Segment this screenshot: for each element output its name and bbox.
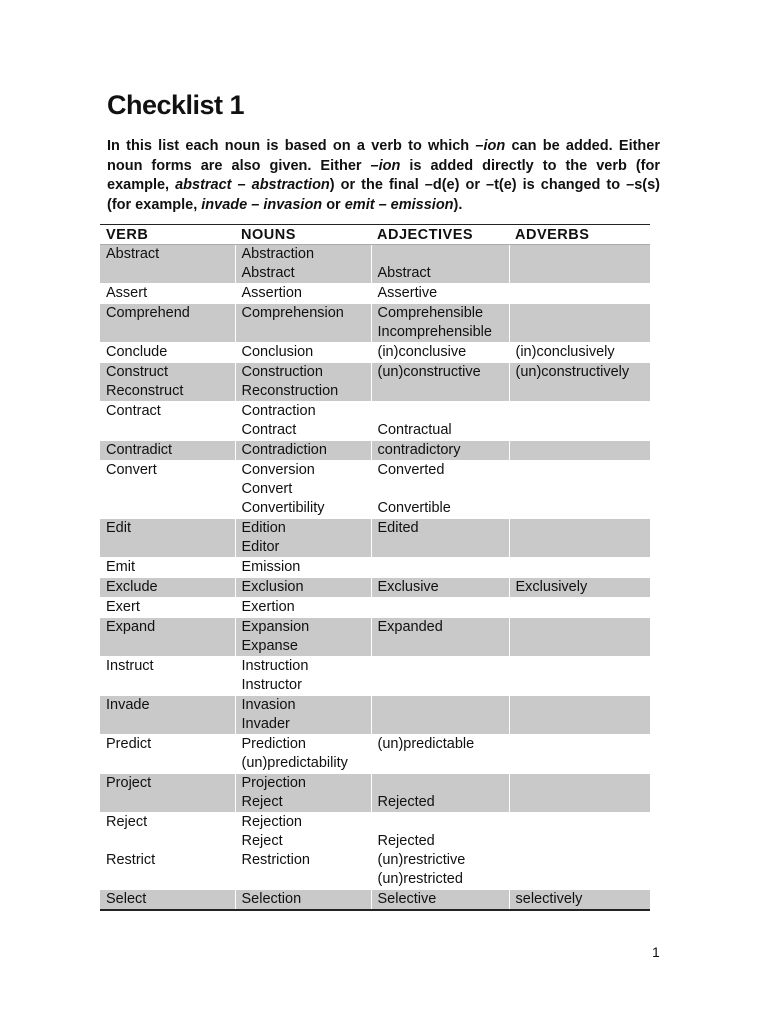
cell-line: Comprehend	[106, 305, 190, 321]
cell-line	[378, 598, 509, 617]
cell-line: Restrict	[106, 852, 156, 868]
intro-example: emit – emission	[344, 196, 454, 213]
table-row	[100, 363, 650, 402]
cell-line: Expanse	[241, 638, 298, 654]
cell-nouns	[235, 343, 371, 363]
table-body	[100, 245, 650, 911]
cell-line	[516, 461, 651, 480]
cell-line: Exclusively	[515, 579, 588, 595]
cell-line: Rejected	[377, 794, 435, 810]
cell-verb	[100, 519, 235, 558]
cell-line: Construct	[106, 364, 169, 380]
cell-verb	[100, 696, 235, 735]
cell-nouns	[235, 890, 371, 911]
cell-line: Assert	[106, 285, 148, 301]
cell-line	[378, 402, 509, 421]
cell-verb	[100, 558, 235, 578]
cell-line: (in)conclusively	[515, 344, 615, 360]
cell-line	[516, 774, 651, 793]
cell-line: Contract	[241, 422, 297, 438]
cell-nouns	[235, 578, 371, 598]
cell-adjectives	[371, 284, 509, 304]
cell-line: Incomprehensible	[377, 324, 492, 340]
table-row	[100, 890, 650, 911]
cell-adverbs	[509, 618, 650, 657]
cell-line: (un)restrictive	[377, 852, 466, 868]
cell-adverbs	[509, 774, 650, 813]
cell-adjectives	[371, 813, 509, 890]
header-nouns: NOUNS	[235, 225, 371, 245]
cell-line: Converted	[377, 462, 445, 478]
table-row	[100, 402, 650, 441]
cell-line: Abstraction	[241, 246, 315, 262]
cell-line: Comprehensible	[377, 305, 484, 321]
table-row	[100, 657, 650, 696]
cell-line: Exertion	[241, 599, 295, 615]
word-forms-table	[100, 224, 650, 911]
page-title: Checklist 1	[107, 90, 245, 120]
cell-nouns	[235, 519, 371, 558]
cell-adjectives	[371, 441, 509, 461]
cell-nouns	[235, 245, 371, 284]
cell-verb	[100, 890, 235, 911]
cell-adverbs	[509, 696, 650, 735]
cell-nouns	[235, 284, 371, 304]
cell-line: Edited	[377, 520, 419, 536]
cell-line: Conclusion	[241, 344, 314, 360]
cell-verb	[100, 245, 235, 284]
cell-line	[378, 480, 509, 499]
table-row	[100, 618, 650, 657]
cell-adverbs	[509, 890, 650, 911]
cell-adverbs	[509, 402, 650, 441]
cell-line: Reject	[106, 814, 148, 830]
cell-line: Instruction	[241, 658, 309, 674]
cell-adverbs	[509, 245, 650, 284]
cell-verb	[100, 774, 235, 813]
cell-adverbs	[509, 441, 650, 461]
cell-nouns	[235, 598, 371, 618]
cell-line	[378, 813, 509, 832]
cell-line: Exclusive	[377, 579, 439, 595]
cell-line: Convertible	[377, 500, 451, 516]
cell-nouns	[235, 657, 371, 696]
cell-line: Selective	[377, 891, 437, 907]
cell-adjectives	[371, 696, 509, 735]
cell-adjectives	[371, 735, 509, 774]
cell-line: (un)restricted	[377, 871, 463, 887]
cell-line: Contraction	[241, 403, 316, 419]
table-row	[100, 245, 650, 284]
cell-line	[516, 402, 651, 421]
cell-verb	[100, 657, 235, 696]
cell-nouns	[235, 304, 371, 343]
cell-verb	[100, 441, 235, 461]
cell-line: contradictory	[377, 442, 461, 458]
intro-text: is added directly to the verb (for example,	[107, 157, 661, 193]
cell-verb	[100, 363, 235, 402]
cell-verb	[100, 343, 235, 363]
cell-line	[378, 657, 509, 676]
cell-verb	[100, 578, 235, 598]
cell-line: Edition	[241, 520, 286, 536]
cell-line	[516, 813, 651, 832]
cell-nouns	[235, 402, 371, 441]
table-row	[100, 519, 650, 558]
cell-adverbs	[509, 813, 650, 890]
cell-verb	[100, 813, 235, 890]
cell-line	[516, 618, 651, 637]
cell-line: Invasion	[241, 697, 296, 713]
cell-line: Expand	[106, 619, 156, 635]
intro-suffix: –ion	[370, 157, 401, 174]
cell-nouns	[235, 558, 371, 578]
table-row	[100, 441, 650, 461]
cell-line: Abstract	[241, 265, 295, 281]
table-row	[100, 558, 650, 578]
cell-adjectives	[371, 519, 509, 558]
cell-line	[106, 832, 235, 851]
table-row	[100, 343, 650, 363]
cell-line: Edit	[106, 520, 131, 536]
table-row	[100, 598, 650, 618]
intro-text: ) or the final –d(e) or –t(e) is changed to –s(s) (for example,	[107, 177, 660, 213]
cell-nouns	[235, 735, 371, 774]
cell-adverbs	[509, 735, 650, 774]
cell-adjectives	[371, 598, 509, 618]
intro-text: or	[322, 196, 345, 213]
cell-line	[378, 696, 509, 715]
cell-line: Assertive	[377, 285, 438, 301]
cell-line: Expansion	[241, 619, 310, 635]
cell-adverbs	[509, 284, 650, 304]
cell-line: Emission	[241, 559, 301, 575]
cell-line	[378, 245, 509, 264]
intro-suffix: –ion	[475, 138, 506, 154]
cell-nouns	[235, 696, 371, 735]
cell-line: Invader	[241, 716, 290, 732]
cell-adverbs	[509, 657, 650, 696]
table-row	[100, 578, 650, 598]
cell-line: Assertion	[241, 285, 302, 301]
cell-line: Reconstruction	[241, 383, 339, 399]
cell-adjectives	[371, 774, 509, 813]
table-row	[100, 461, 650, 519]
cell-adjectives	[371, 890, 509, 911]
cell-nouns	[235, 363, 371, 402]
cell-adverbs	[509, 304, 650, 343]
header-adverbs: ADVERBS	[509, 225, 650, 245]
cell-line: Reject	[241, 833, 283, 849]
cell-line: Projection	[241, 775, 306, 791]
cell-line: Abstract	[106, 246, 160, 262]
cell-line	[516, 735, 651, 754]
cell-adverbs	[509, 598, 650, 618]
cell-nouns	[235, 774, 371, 813]
cell-verb	[100, 618, 235, 657]
intro-text: can be added. Either noun forms are also given. Either	[107, 138, 660, 174]
cell-line: (un)predictability	[241, 755, 348, 771]
cell-line: Exert	[106, 599, 140, 615]
cell-adverbs	[509, 461, 650, 519]
cell-line: Contract	[106, 403, 161, 419]
cell-line: Comprehension	[241, 305, 344, 321]
cell-adverbs	[509, 519, 650, 558]
cell-adjectives	[371, 402, 509, 441]
cell-line: Emit	[106, 559, 135, 575]
cell-line: Rejection	[241, 814, 302, 830]
cell-verb	[100, 735, 235, 774]
cell-adjectives	[371, 363, 509, 402]
cell-line: Instructor	[241, 677, 302, 693]
cell-line: Abstract	[377, 265, 431, 281]
cell-line	[516, 441, 651, 460]
cell-line: Prediction	[241, 736, 306, 752]
cell-line: Instruct	[106, 658, 154, 674]
cell-line: (un)constructively	[515, 364, 630, 380]
cell-adjectives	[371, 618, 509, 657]
cell-line: Predict	[106, 736, 152, 752]
cell-adverbs	[509, 363, 650, 402]
cell-verb	[100, 402, 235, 441]
cell-line	[516, 657, 651, 676]
intro-text: In this list each noun is based on a verb to which	[107, 138, 476, 154]
cell-adjectives	[371, 245, 509, 284]
cell-line	[378, 774, 509, 793]
cell-adjectives	[371, 461, 509, 519]
cell-verb	[100, 284, 235, 304]
cell-verb	[100, 304, 235, 343]
cell-line: Restriction	[241, 852, 310, 868]
cell-line	[516, 519, 651, 538]
cell-line: Construction	[241, 364, 323, 380]
cell-adverbs	[509, 578, 650, 598]
cell-line: Rejected	[377, 833, 435, 849]
cell-line: Convertibility	[241, 500, 325, 516]
cell-line: (in)conclusive	[377, 344, 467, 360]
table-row	[100, 696, 650, 735]
cell-line: Contradict	[106, 442, 173, 458]
cell-line: Editor	[241, 539, 280, 555]
table-row	[100, 304, 650, 343]
cell-line: Expanded	[377, 619, 443, 635]
cell-adjectives	[371, 304, 509, 343]
cell-line: (un)constructive	[377, 364, 481, 380]
cell-adverbs	[509, 558, 650, 578]
cell-nouns	[235, 461, 371, 519]
table-row	[100, 284, 650, 304]
header-verb: VERB	[100, 225, 235, 245]
table-row	[100, 735, 650, 774]
cell-line: Conversion	[241, 462, 315, 478]
table-header-row	[100, 225, 650, 245]
cell-nouns	[235, 813, 371, 890]
cell-line: Reject	[241, 794, 283, 810]
cell-verb	[100, 461, 235, 519]
cell-nouns	[235, 441, 371, 461]
cell-line: (un)predictable	[377, 736, 475, 752]
cell-verb	[100, 598, 235, 618]
cell-line: Contradiction	[241, 442, 327, 458]
cell-line	[516, 284, 651, 303]
cell-line	[516, 245, 651, 264]
cell-line	[516, 558, 651, 577]
page-number: 1	[652, 944, 660, 960]
cell-adjectives	[371, 558, 509, 578]
cell-line: Contractual	[377, 422, 452, 438]
cell-adverbs	[509, 343, 650, 363]
cell-adjectives	[371, 578, 509, 598]
intro-paragraph	[107, 137, 660, 215]
header-adjectives: ADJECTIVES	[371, 225, 509, 245]
cell-line: Select	[106, 891, 147, 907]
cell-line	[516, 598, 651, 617]
intro-example: abstract – abstraction	[175, 177, 330, 193]
cell-line	[378, 558, 509, 577]
cell-line: Project	[106, 775, 152, 791]
cell-line: Invade	[106, 697, 150, 713]
cell-adjectives	[371, 657, 509, 696]
cell-adjectives	[371, 343, 509, 363]
cell-line: selectively	[515, 891, 583, 907]
cell-line: Convert	[106, 462, 157, 478]
cell-nouns	[235, 618, 371, 657]
table-row	[100, 813, 650, 890]
cell-line	[516, 696, 651, 715]
table-row	[100, 774, 650, 813]
cell-line: Convert	[241, 481, 293, 497]
cell-line	[516, 304, 651, 323]
cell-line: Conclude	[106, 344, 168, 360]
intro-text: ).	[453, 196, 463, 213]
intro-example: invade – invasion	[201, 196, 323, 213]
cell-line: Reconstruct	[106, 383, 184, 399]
cell-line: Selection	[241, 891, 302, 907]
cell-line: Exclusion	[241, 579, 304, 595]
cell-line: Exclude	[106, 579, 158, 595]
